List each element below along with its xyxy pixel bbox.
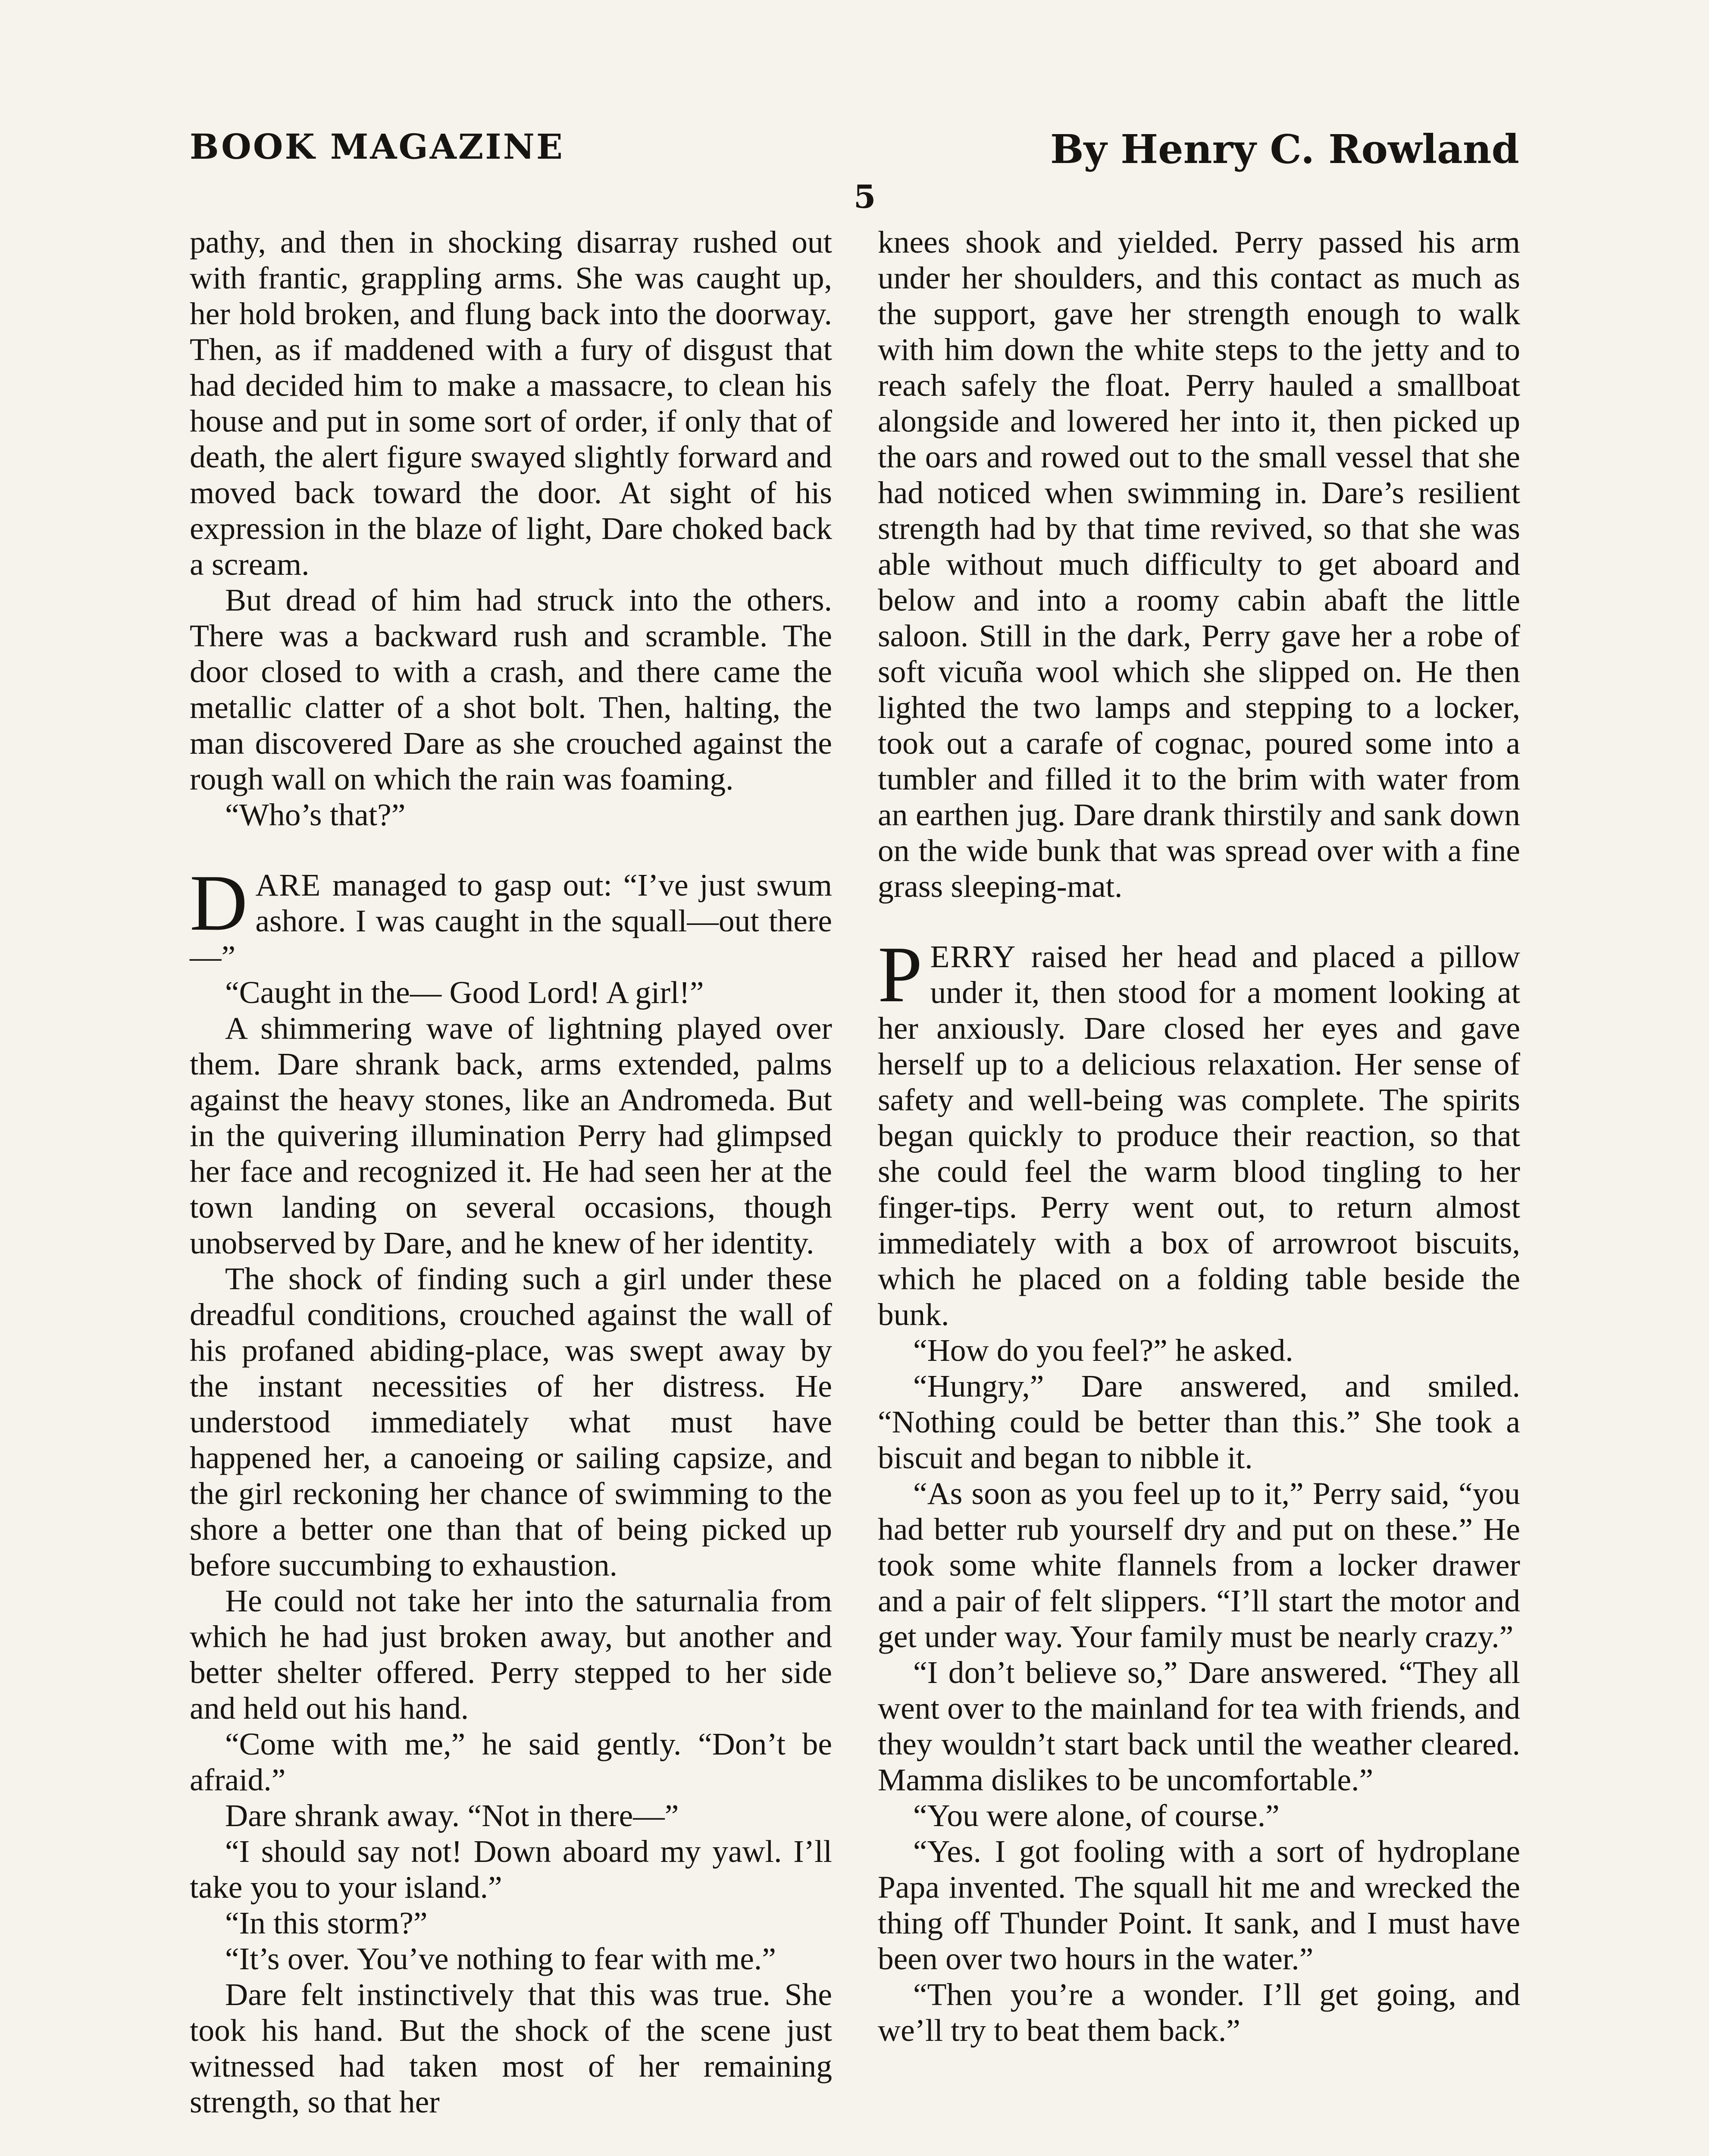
drop-cap: D: [190, 859, 248, 947]
paragraph: “You were alone, of course.”: [913, 1798, 1280, 1833]
paragraph: “How do you feel?” he asked.: [913, 1333, 1293, 1368]
paragraph: Dare felt instinctively that this was true. She took his hand. But the shock of the scene just witnessed had taken most of her remaining strength, so that her: [190, 1977, 832, 2119]
paragraph: But dread of him had struck into the others. There was a backward rush and scramble. The door closed to with a crash, and there came the metallic clatter of a shot bolt. Then, halting, the man discovered Dare as she crouched against the rough wall on which the rain was foaming.: [190, 583, 832, 796]
paragraph: “Who’s that?”: [225, 797, 406, 832]
paragraph: “Come with me,” he said gently. “Don’t be afraid.”: [190, 1727, 832, 1797]
paragraph: “Then you’re a wonder. I’ll get going, and we’ll try to beat them back.”: [878, 1977, 1520, 2048]
paragraph: He could not take her into the saturnalia from which he had just broken away, but another and better shelter offered. Perry stepped to her side and held out his hand.: [190, 1583, 832, 1726]
paragraph: pathy, and then in shocking disarray rushed out with frantic, grappling arms. She was caught up, her hold broken, and flung back into the doorway. Then, as if maddened with a fury of disgust that had decided him to make a massacre, to clean his house and put in some sort of order, if only that of death, the alert figure swayed slightly forward and moved back toward the door. At sight of his expression in the blaze of light, Dare choked back a scream.: [190, 225, 832, 582]
left-column: [190, 224, 832, 2120]
paragraph-text: managed to gasp out: “I’ve just swum ashore. I was caught in the squall—out there—”: [190, 868, 832, 974]
paragraph: “Caught in the— Good Lord! A girl!”: [225, 975, 704, 1010]
magazine-title: BOOK MAGAZINE: [190, 126, 564, 167]
right-column: [878, 224, 1520, 2048]
paragraph: “I don’t believe so,” Dare answered. “They all went over to the mainland for tea with friends, and they wouldn’t start back until the weather cleared. Mamma dislikes to be uncomfortable.”: [878, 1655, 1520, 1797]
author-byline: By Henry C. Rowland: [1050, 126, 1519, 172]
paragraph: “In this storm?”: [225, 1905, 428, 1940]
paragraph: “As soon as you feel up to it,” Perry said, “you had better rub yourself dry and put on these.” He took some white flannels from a locker drawer and a pair of felt slippers. “I’ll start the motor and get under way. Your family must be nearly crazy.”: [878, 1476, 1520, 1654]
small-caps-lead: ARE: [255, 868, 322, 903]
paragraph: “It’s over. You’ve nothing to fear with me.”: [225, 1941, 776, 1976]
section-opening-paragraph: [190, 859, 832, 975]
paragraph: “Hungry,” Dare answered, and smiled. “Nothing could be better than this.” She took a biscuit and began to nibble it.: [878, 1369, 1520, 1475]
paragraph: Dare shrank away. “Not in there—”: [225, 1798, 679, 1833]
drop-cap: P: [878, 930, 923, 1019]
paragraph-text: raised her head and placed a pillow under it, then stood for a moment looking at her anxiously. Dare closed her eyes and gave herself up to a delicious relaxation. Her sense of safety and well-being was complete. The spirits began quickly to produce their reaction, so that she could feel the warm blood tingling to her finger-tips. Perry went out, to return almost immediately with a box of arrowroot biscuits, which he placed on a folding table beside the bunk.: [878, 939, 1520, 1332]
paragraph: “I should say not! Down aboard my yawl. I’ll take you to your island.”: [190, 1834, 832, 1905]
page-number: 5: [854, 179, 876, 216]
small-caps-lead: ERRY: [930, 939, 1017, 974]
paragraph: knees shook and yielded. Perry passed his arm under her shoulders, and this contact as much as the support, gave her strength enough to walk with him down the white steps to the jetty and to reach safely the float. Perry hauled a smallboat alongside and lowered her into it, then picked up the oars and rowed out to the small vessel that she had noticed when swimming in. Dare’s resilient strength had by that time revived, so that she was able without much difficulty to get aboard and below and into a roomy cabin abaft the little saloon. Still in the dark, Perry gave her a robe of soft vicuña wool which she slipped on. He then lighted the two lamps and stepping to a locker, took out a carafe of cognac, poured some into a tumbler and filled it to the brim with water from an earthen jug. Dare drank thirstily and sank down on the wide bunk that was spread over with a fine grass sleeping-mat.: [878, 225, 1520, 904]
paragraph: A shimmering wave of lightning played over them. Dare shrank back, arms extended, palms against the heavy stones, like an Andromeda. But in the quivering illumination Perry had glimpsed her face and recognized it. He had seen her at the town landing on several occasions, though unobserved by Dare, and he knew of her identity.: [190, 1011, 832, 1260]
paragraph: “Yes. I got fooling with a sort of hydroplane Papa invented. The squall hit me and wrecked the thing off Thunder Point. It sank, and I must have been over two hours in the water.”: [878, 1834, 1520, 1976]
paragraph: The shock of finding such a girl under these dreadful conditions, crouched against the wall of his profaned abiding-place, was swept away by the instant necessities of her distress. He understood immediately what must have happened her, a canoeing or sailing capsize, and the girl reckoning her chance of swimming to the shore a better one than that of being picked up before succumbing to exhaustion.: [190, 1261, 832, 1583]
section-opening-paragraph: [878, 930, 1520, 1332]
